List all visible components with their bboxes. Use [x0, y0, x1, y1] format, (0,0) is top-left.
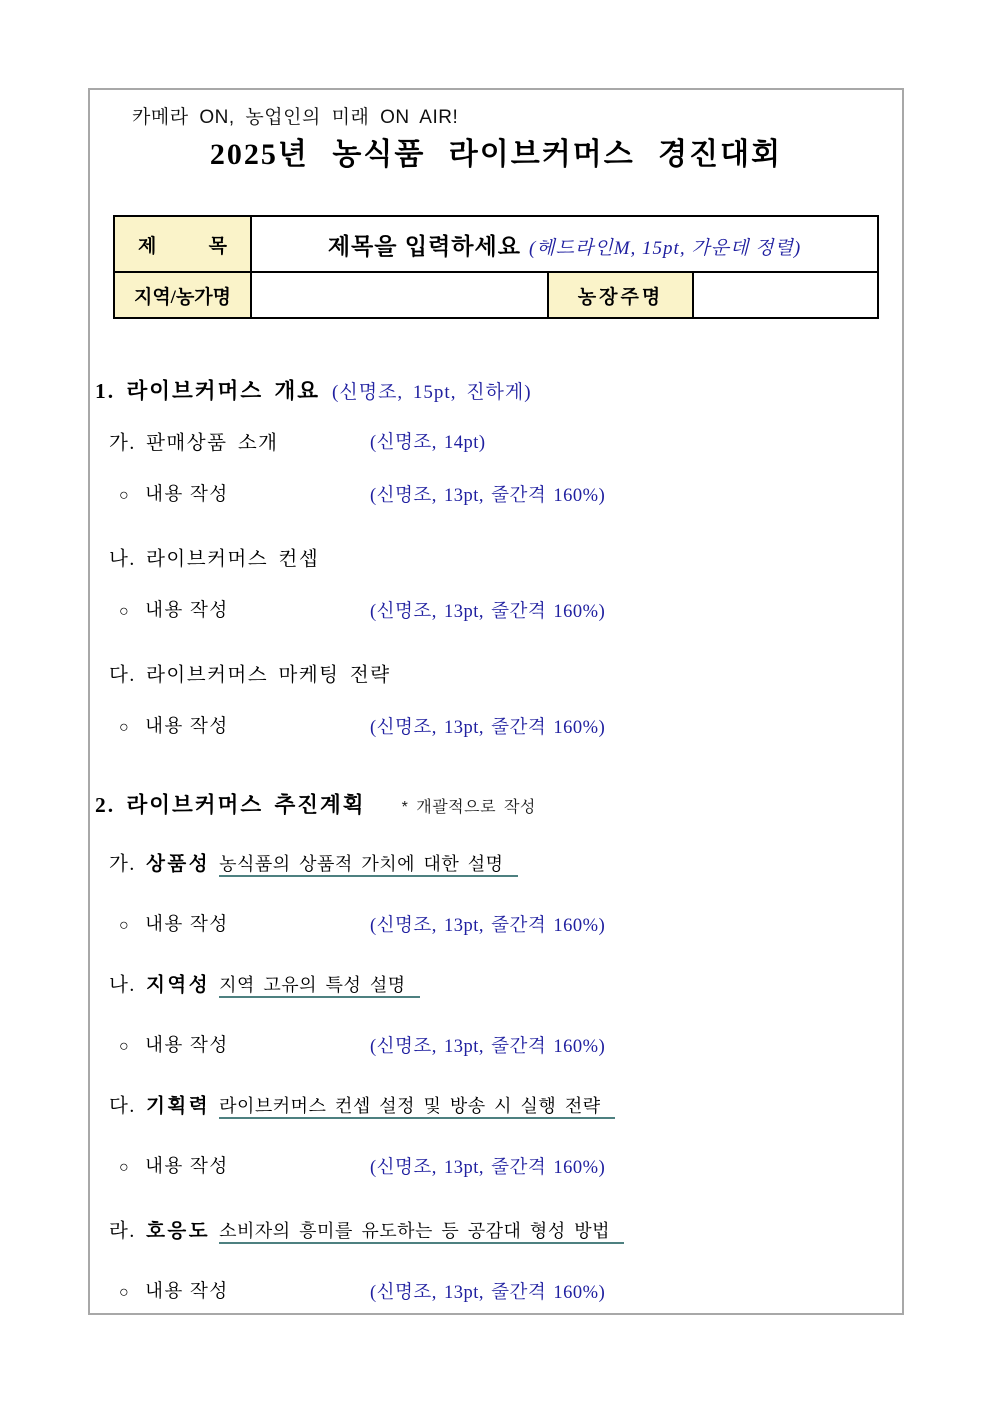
content-bullet-row: ○ 내용 작성 (신명조, 13pt, 줄간격 160%) [90, 1152, 902, 1178]
section1-item-na: 나. 라이브커머스 컨셉 [109, 549, 320, 570]
section2-heading [90, 788, 902, 819]
format-note: (신명조, 13pt, 줄간격 160%) [370, 718, 606, 738]
format-note: (신명조, 13pt, 줄간격 160%) [370, 602, 606, 622]
format-note: (신명조, 13pt, 줄간격 160%) [370, 1037, 606, 1057]
format-note: (신명조, 13pt, 줄간격 160%) [370, 486, 606, 506]
criteria-description: 라이브커머스 컨셉 설정 및 방송 시 실행 전략 [219, 1096, 615, 1119]
region-label-cell: 지역/농가명 [114, 272, 251, 318]
section2-number: 2. [95, 793, 116, 817]
content-bullet-row: ○ 내용 작성 (신명조, 13pt, 줄간격 160%) [90, 1277, 902, 1303]
title-label-cell [114, 216, 251, 272]
section2-item-na: 나. 지역성 지역 고유의 특성 설명 [90, 969, 902, 997]
title-placeholder-text: 제목을 입력하세요 [327, 232, 521, 259]
circle-bullet-icon: ○ [119, 1284, 131, 1301]
region-input-cell[interactable] [251, 272, 548, 318]
section2-star-note: * 개괄적으로 작성 [401, 799, 536, 816]
circle-bullet-icon: ○ [119, 917, 131, 934]
criteria-description: 소비자의 흥미를 유도하는 등 공감대 형성 방법 [219, 1221, 624, 1244]
title-label: 제 목 [138, 235, 227, 257]
section1-item-da: 다. 라이브커머스 마케팅 전략 [109, 665, 391, 686]
criteria-description: 지역 고유의 특성 설명 [219, 975, 420, 998]
section1-item-ga: 가. 판매상품 소개 (신명조, 14pt) [90, 427, 902, 455]
format-note: (신명조, 13pt, 줄간격 160%) [370, 1158, 606, 1178]
content-bullet-row: ○ 내용 작성 (신명조, 13pt, 줄간격 160%) [90, 910, 902, 936]
page-border [88, 88, 904, 1315]
info-table [113, 215, 879, 319]
section2-item-ga: 가. 상품성 농식품의 상품적 가치에 대한 설명 [90, 848, 902, 876]
section2-item-ra: 라. 호응도 소비자의 흥미를 유도하는 등 공감대 형성 방법 [90, 1215, 902, 1243]
content-bullet-row: ○ 내용 작성 (신명조, 13pt, 줄간격 160%) [90, 1031, 902, 1057]
owner-label-cell: 농장주명 [548, 272, 693, 318]
section1-format-note: (신명조, 15pt, 진하게) [332, 382, 532, 403]
content-bullet-row: ○ 내용 작성 (신명조, 13pt, 줄간격 160%) [90, 712, 902, 738]
owner-input-cell[interactable] [693, 272, 878, 318]
section2-title: 라이브커머스 추진계획 [126, 793, 366, 817]
tagline: 카메라 ON, 농업인의 미래 ON AIR! [132, 107, 459, 128]
content-bullet-row: ○ 내용 작성 (신명조, 13pt, 줄간격 160%) [90, 596, 902, 622]
format-note: (신명조, 13pt, 줄간격 160%) [370, 1283, 606, 1303]
format-note: (신명조, 13pt, 줄간격 160%) [370, 916, 606, 936]
circle-bullet-icon: ○ [119, 1038, 131, 1055]
circle-bullet-icon: ○ [119, 487, 131, 504]
region-owner-row [114, 272, 878, 318]
circle-bullet-icon: ○ [119, 719, 131, 736]
circle-bullet-icon: ○ [119, 603, 131, 620]
title-row [114, 216, 878, 272]
section1-number: 1. [95, 379, 116, 403]
content-bullet-row: ○ 내용 작성 (신명조, 13pt, 줄간격 160%) [90, 480, 902, 506]
section1-heading [90, 374, 902, 405]
document-title: 2025년 농식품 라이브커머스 경진대회 [209, 138, 783, 171]
title-format-note: (헤드라인M, 15pt, 가운데 정렬) [528, 237, 802, 259]
circle-bullet-icon: ○ [119, 1159, 131, 1176]
section2-item-da: 다. 기획력 라이브커머스 컨셉 설정 및 방송 시 실행 전략 [90, 1090, 902, 1118]
format-note: (신명조, 14pt) [370, 433, 486, 453]
criteria-description: 농식품의 상품적 가치에 대한 설명 [219, 854, 517, 877]
section1-title: 라이브커머스 개요 [126, 379, 321, 403]
title-input-cell[interactable] [251, 216, 878, 272]
